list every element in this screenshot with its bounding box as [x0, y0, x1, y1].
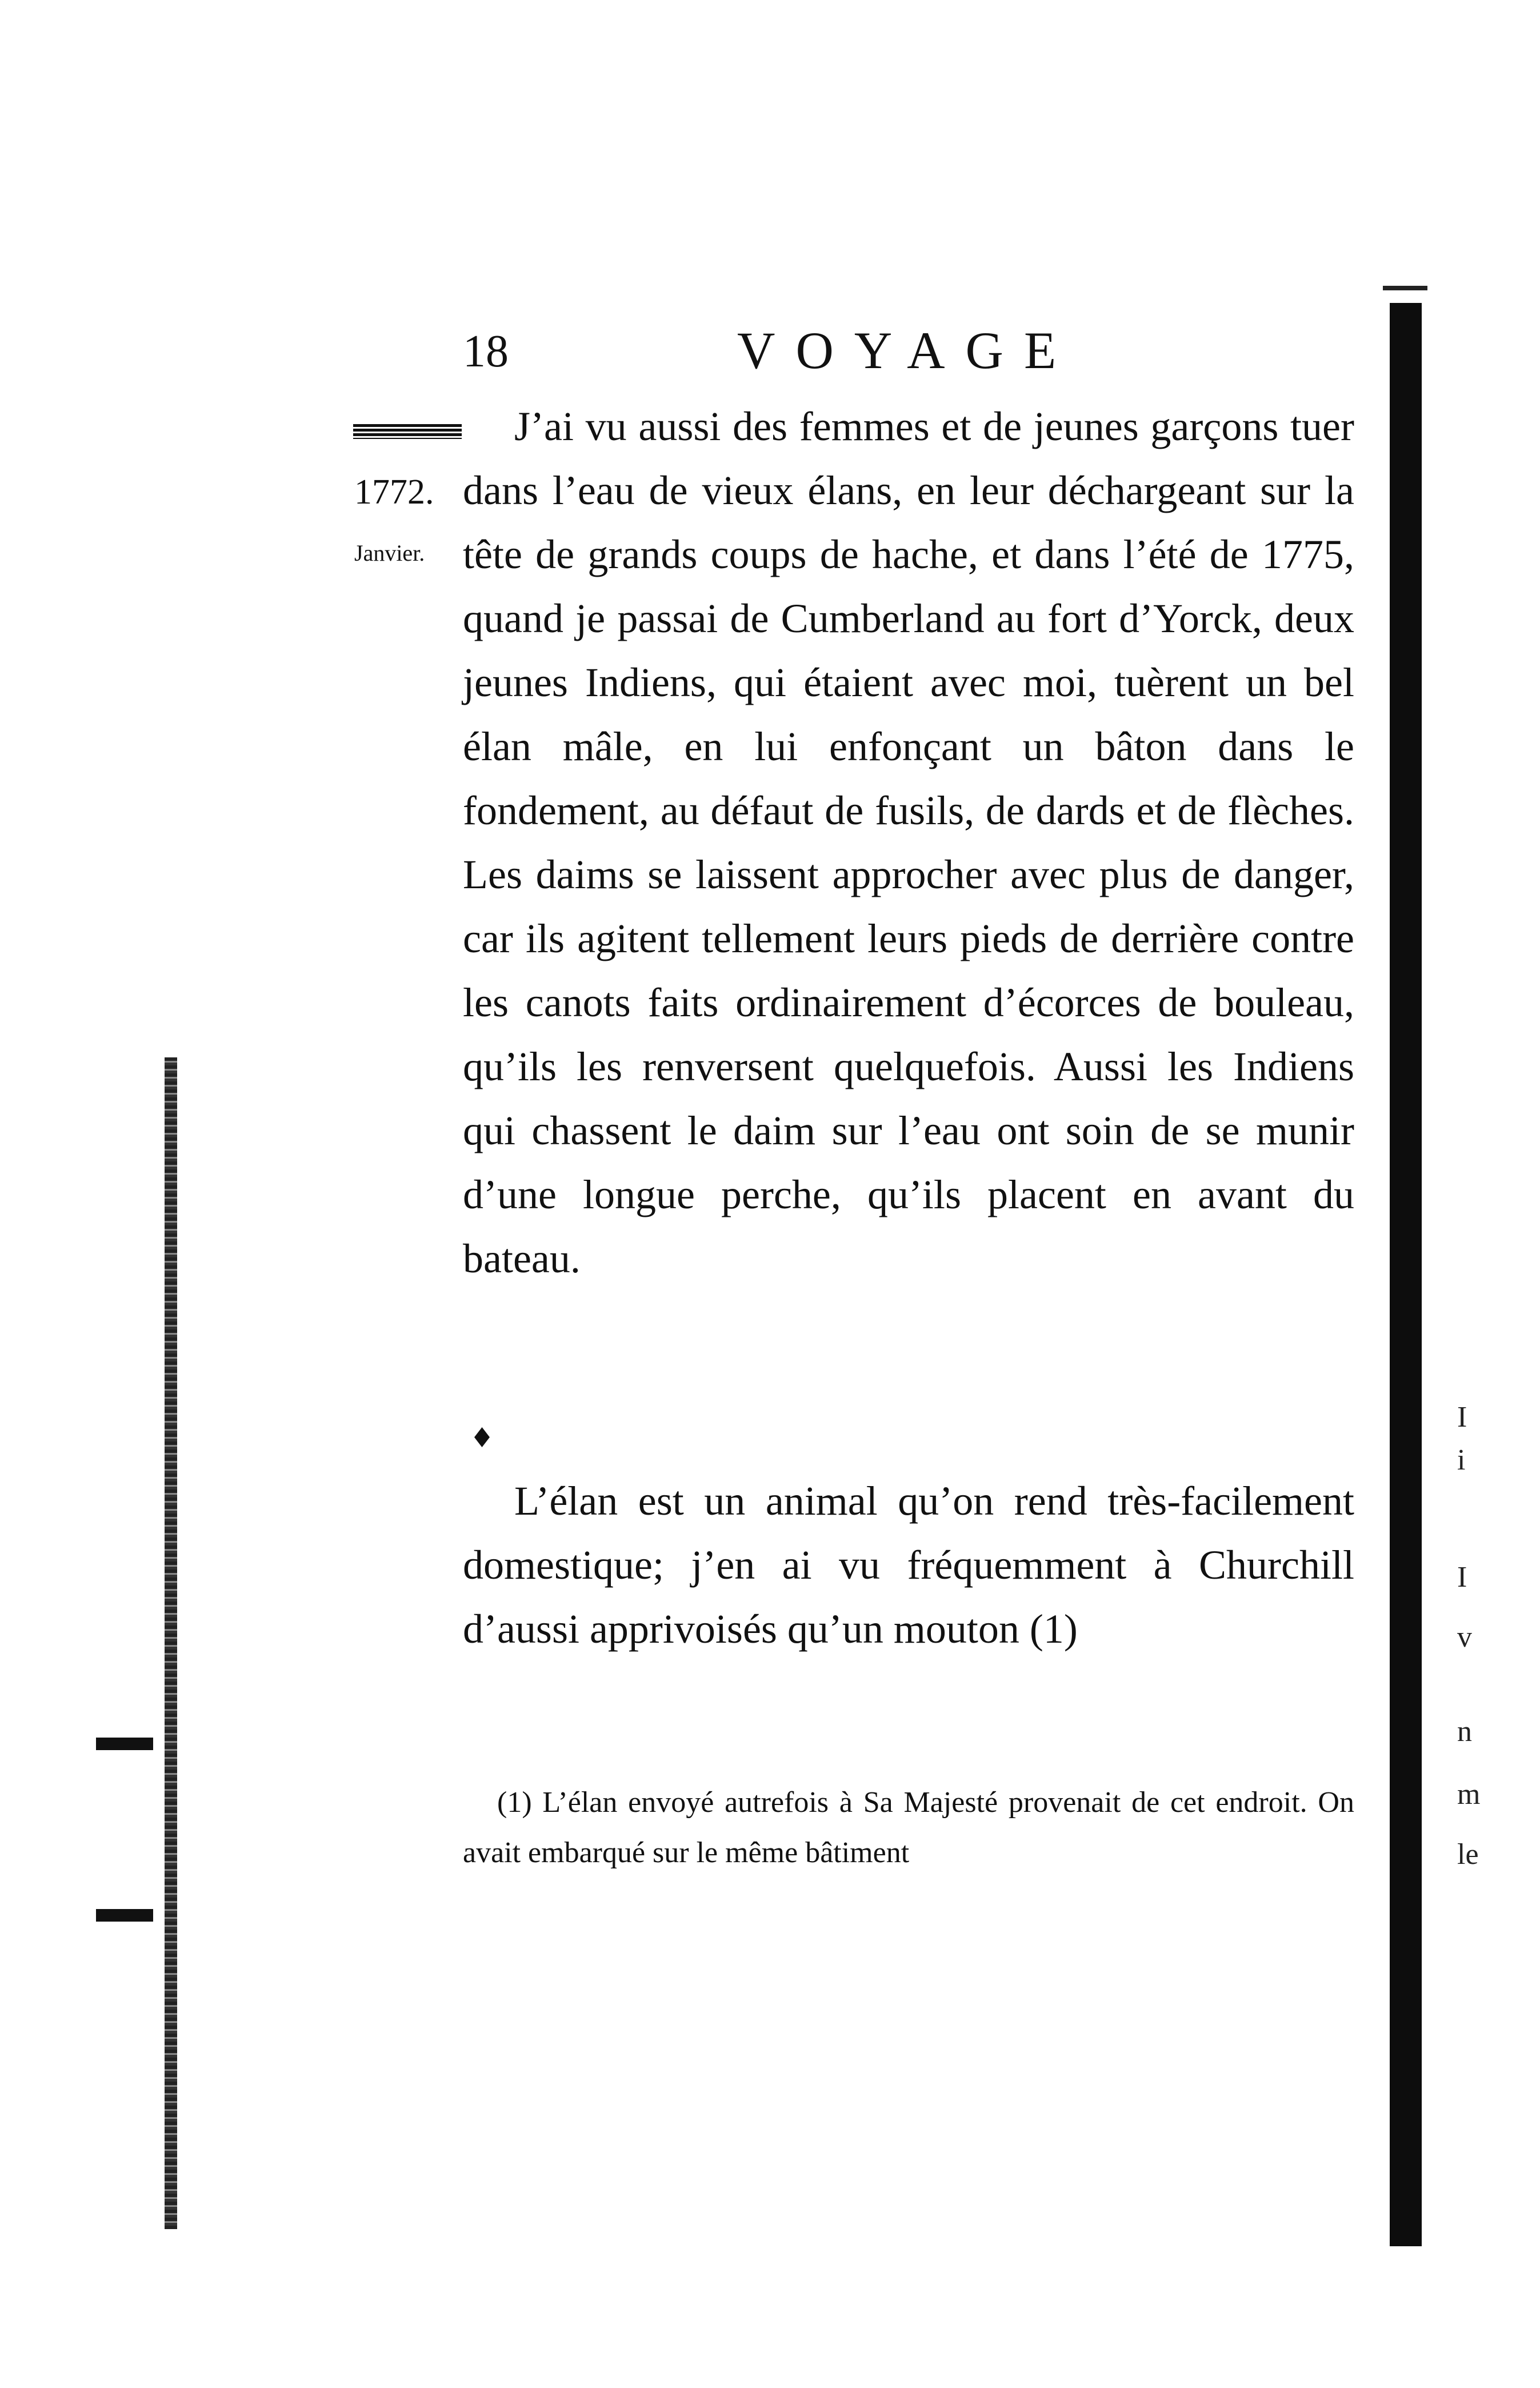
footnote-text: (1) L’élan envoyé autrefois à Sa Majesté provenait de cet endroit. On avait embarqué sur le même bâtiment — [463, 1786, 1354, 1869]
facing-page-letter: i — [1457, 1444, 1466, 1476]
page-number: 18 — [463, 326, 509, 377]
ornament-mark: ♦ — [470, 1422, 495, 1454]
facing-page-letter: n — [1457, 1715, 1472, 1748]
paragraph-text: L’élan est un animal qu’on rend très-facilement domestique; j’en ai vu fréquemment à Churchill d’aussi apprivoisés qu’un mouton (1) — [463, 1478, 1354, 1652]
paragraph-text: J’ai vu aussi des femmes et de jeunes garçons tuer dans l’eau de vieux élans, en leur déchargeant sur la tête de grands coups de hache, et dans l’été de 1775, quand je passai de Cumberland au fort d’Yorck, deux jeunes Indiens, qui étaient avec moi, tuèrent un bel élan mâle, en lui enfonçant un bâton dans le fondement, au défaut de fusils, de dards et de flèches. Les daims se laissent approcher avec plus de danger, car ils agitent tellement leurs pieds de derrière contre les canots faits ordinairement d’écorces de bouleau, qu’ils les renversent quelquefois. Aussi les Indiens qui chassent le daim sur l’eau ont soin de se munir d’une longue perche, qu’ils placent en avant du bateau. — [463, 404, 1354, 1281]
facing-page-letter: v — [1457, 1621, 1472, 1654]
footnote — [463, 1778, 1354, 1878]
facing-page-letter: le — [1457, 1838, 1479, 1871]
running-head — [463, 320, 1091, 383]
scan-edge-artifact — [165, 1057, 177, 2229]
scan-edge-mark — [96, 1909, 153, 1922]
body-paragraph-1 — [463, 394, 1354, 1291]
running-title: VOYAGE — [737, 321, 1077, 380]
marginal-rule — [353, 424, 462, 439]
facing-page-letter: I — [1457, 1561, 1467, 1594]
binding-shadow — [1390, 303, 1422, 2246]
binding-edge-top — [1383, 286, 1427, 290]
facing-page-letter: I — [1457, 1401, 1467, 1433]
marginal-year: 1772. — [354, 473, 434, 512]
marginal-month: Janvier. — [354, 540, 425, 566]
body-paragraph-2 — [463, 1469, 1354, 1661]
scan-edge-mark — [96, 1738, 153, 1750]
facing-page-letter: m — [1457, 1778, 1481, 1811]
